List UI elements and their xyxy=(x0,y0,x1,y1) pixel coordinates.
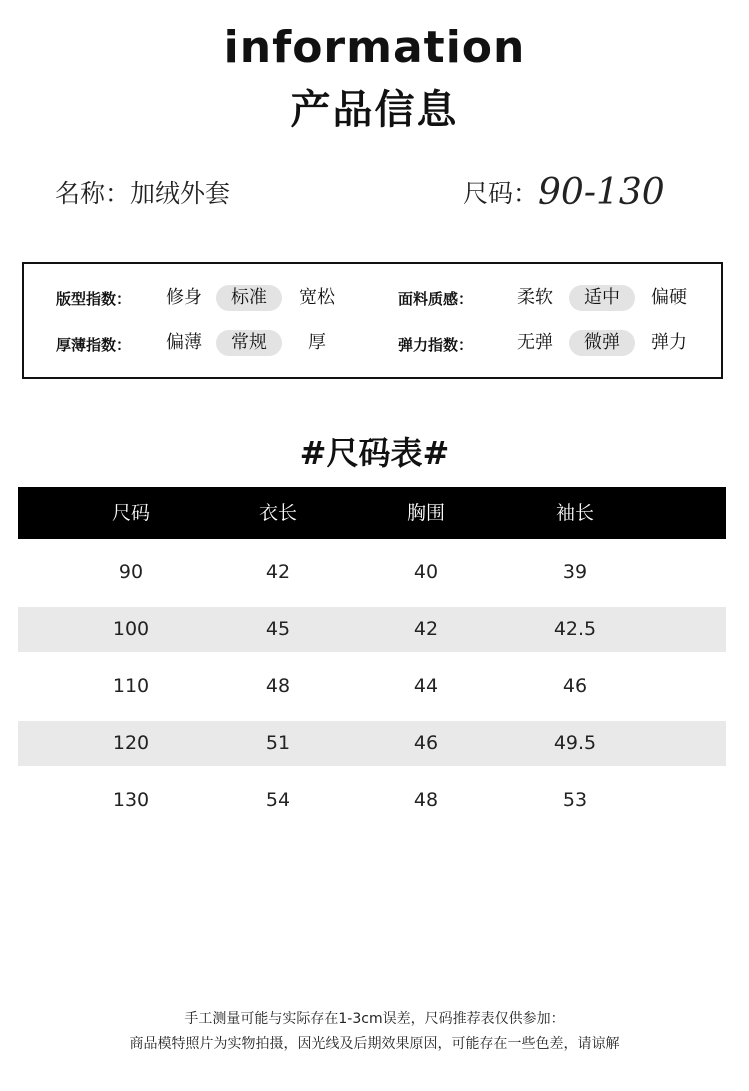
cell-sleeve: 46 xyxy=(562,675,588,697)
size-range: 90-130 xyxy=(538,172,665,213)
product-name xyxy=(55,174,230,210)
fit-option-loose: 宽松 xyxy=(299,287,335,308)
fabric-option-stiff: 偏硬 xyxy=(651,287,687,308)
cell-chest: 48 xyxy=(413,789,439,811)
size-table-header xyxy=(18,487,726,539)
thickness-option-thick: 厚 xyxy=(308,332,326,353)
cell-chest: 42 xyxy=(413,618,439,640)
cell-length: 48 xyxy=(265,675,291,697)
stretch-option-stretchy: 弹力 xyxy=(651,332,687,353)
cell-sleeve: 49.5 xyxy=(553,732,597,754)
cell-chest: 46 xyxy=(413,732,439,754)
cell-size: 110 xyxy=(112,675,150,697)
fabric-option-soft: 柔软 xyxy=(517,287,553,308)
name-value: 加绒外套 xyxy=(130,179,231,208)
stretch-option-none: 无弹 xyxy=(517,332,553,353)
table-row xyxy=(18,607,726,652)
cell-size: 130 xyxy=(112,789,150,811)
size-chart-title: #尺码表# xyxy=(299,434,450,472)
title-en: information xyxy=(223,22,526,73)
fit-option-standard: 标准 xyxy=(216,285,282,311)
fit-index-label: 版型指数： xyxy=(56,290,132,308)
cell-length: 45 xyxy=(265,618,291,640)
name-label: 名称： xyxy=(55,179,131,208)
stretch-index-label: 弹力指数： xyxy=(398,336,474,354)
table-row xyxy=(18,778,726,823)
cell-size: 100 xyxy=(112,618,150,640)
product-size xyxy=(463,170,665,211)
header-sleeve: 袖长 xyxy=(555,502,594,524)
table-row xyxy=(18,550,726,595)
fabric-option-medium: 适中 xyxy=(569,285,635,311)
thickness-index-label: 厚薄指数： xyxy=(56,336,132,354)
cell-sleeve: 39 xyxy=(562,561,588,583)
size-label: 尺码： xyxy=(463,179,539,208)
fit-option-slim: 修身 xyxy=(166,287,202,308)
table-row xyxy=(18,664,726,709)
fabric-index-label: 面料质感： xyxy=(398,290,474,308)
thickness-option-thin: 偏薄 xyxy=(166,332,202,353)
cell-length: 54 xyxy=(265,789,291,811)
title-zh: 产品信息 xyxy=(290,87,459,133)
footer-note-2: 商品模特照片为实物拍摄，因光线及后期效果原因，可能存在一些色差，请谅解 xyxy=(129,1036,620,1052)
cell-chest: 44 xyxy=(413,675,439,697)
thickness-option-regular: 常规 xyxy=(216,330,282,356)
stretch-option-slight: 微弹 xyxy=(569,330,635,356)
cell-sleeve: 42.5 xyxy=(553,618,597,640)
header-length: 衣长 xyxy=(258,502,297,524)
cell-chest: 40 xyxy=(413,561,439,583)
cell-length: 42 xyxy=(265,561,291,583)
header-size: 尺码 xyxy=(111,502,150,524)
cell-length: 51 xyxy=(265,732,291,754)
footer-note-1: 手工测量可能与实际存在1-3cm误差，尺码推荐表仅供参加： xyxy=(184,1011,565,1027)
cell-size: 120 xyxy=(112,732,150,754)
cell-sleeve: 53 xyxy=(562,789,588,811)
header-chest: 胸围 xyxy=(406,502,445,524)
cell-size: 90 xyxy=(118,561,144,583)
table-row xyxy=(18,721,726,766)
index-box xyxy=(22,262,723,379)
